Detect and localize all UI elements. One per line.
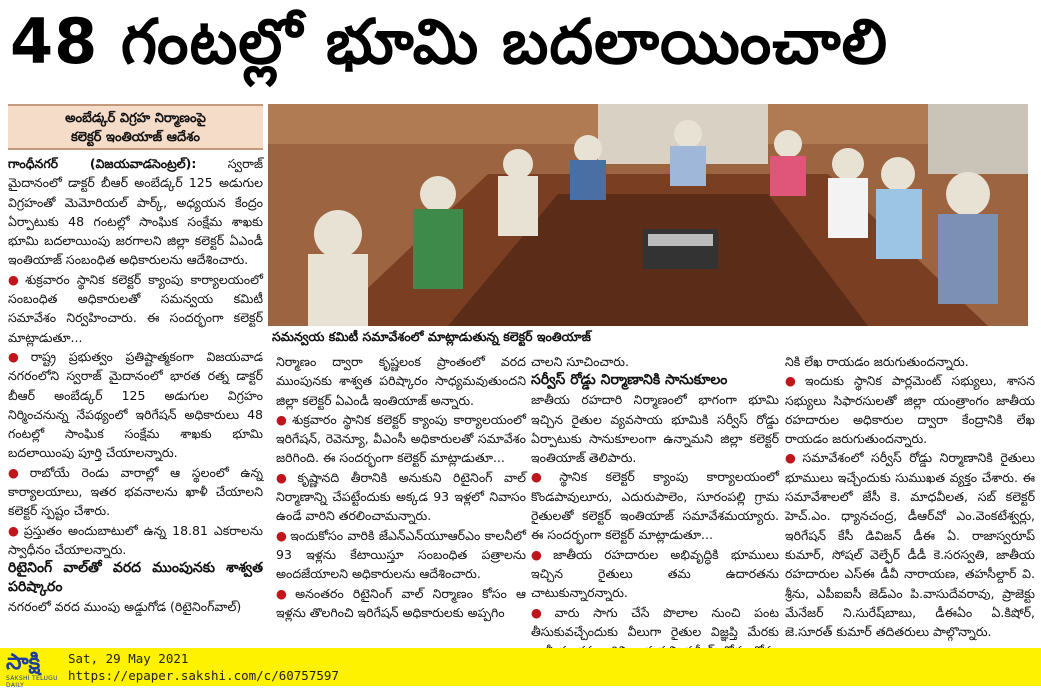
bullet-icon: ● <box>276 585 293 601</box>
meeting-photo-illustration <box>268 104 1028 326</box>
col3-para-2: స్థానిక కలెక్టర్‌ క్యాంపు కార్యాలయంలో కొండపావులూరు, ఎదురుపాలెం, సూరంపల్లి గ్రామ రైతులతో కలెక్టర్‌ ఇంతియాజ్‌ సమావేశమయ్యారు. ఈ సందర్భంగా కలెక్టర్‌ మాట్లాడుతూ... <box>531 469 779 543</box>
footer-bar <box>0 648 1041 689</box>
col2-para-4: ఇందుకోసం వారికి జేఎన్‌ఎన్‌యూఆర్‌ఎం కాలనీలో 93 ఇళ్లను కేటాయిస్తూ సంబంధిత పత్రాలను అందజేయాలని అధికారులను ఆదేశించారు. <box>276 527 526 582</box>
headline: 48 గంటల్లో భూమి బదలాయించాలి <box>10 5 889 78</box>
col1-subhead: రిటైనింగ్‌ వాల్‌తో వరద ముంపునకు శాశ్వత పరిష్కారం <box>8 560 263 596</box>
bullet-icon: ● <box>276 527 288 543</box>
bullet-icon: ● <box>8 348 28 364</box>
epaper-link[interactable]: https://epaper.sakshi.com/c/60757597 <box>68 668 339 683</box>
article-column-1 <box>8 154 263 648</box>
col2-para-5: అనంతరం రిటైనింగ్‌ వాల్‌ నిర్మాణం కోసం ఆ ఇళ్లను తొలగించి ఇరిగేషన్‌ అధికారులకు అప్పగిం <box>276 585 526 620</box>
col2-para-2: శుక్రవారం స్థానిక కలెక్టర్‌ క్యాంపు కార్యాలయంలో ఇరిగేషన్, రెవెన్యూ, వీఎంసీ అధికారులతో సమావేశం జరిగింది. ఈ సందర్భంగా కలెక్టర్‌ మాట్లాడుతూ... <box>276 411 526 466</box>
bullet-icon: ● <box>785 450 800 466</box>
bullet-icon: ● <box>531 546 551 562</box>
sakshi-logo <box>2 650 60 689</box>
bullet-icon: ● <box>8 522 21 538</box>
col1-para-5: ప్రస్తుతం అందుబాటులో ఉన్న 18.81 ఎకరాలను స్వాధీనం చేయాలన్నారు. <box>8 522 263 557</box>
col2-para-3: కృష్ణానది తీరానికి అనుకుని రిటైనింగ్‌ వాల్‌ నిర్మాణాన్ని చేపట్టేందుకు అక్కడ 93 ఇళ్లలో నివాసం ఉండే వారిని తరలించామన్నారు. <box>276 469 526 524</box>
col3-para-3: జాతీయ రహదారుల అభివృద్ధికి భూములు ఇచ్చిన రైతులు తమ ఉదారతను చాటుకున్నారన్నారు. <box>531 546 779 601</box>
col3-para-1: జాతీయ రహదారి నిర్మాణంలో భాగంగా భూమి ఇచ్చిన రైతుల వ్యవసాయ భూమికి సర్వీస్‌ రోడ్డు ఏర్పాటుకు సానుకూలంగా ఉన్నామని జిల్లా కలెక్టర్‌ ఇంతియాజ్‌ తెలిపారు. <box>531 392 779 466</box>
article-column-4 <box>785 352 1035 648</box>
bullet-icon: ● <box>276 469 295 485</box>
col3-para-0: చాలని సూచించారు. <box>531 354 629 369</box>
col4-para-2: సమావేశంలో సర్వీస్‌ రోడ్డు నిర్మాణానికి రైతులు భూములు ఇచ్చేందుకు సుముఖత వ్యక్తం చేశారు. ఈ సమావేశాలలో జేసీ కె. మాధవీలత, సబ్‌ కలెక్టర్‌ హెచ్‌.ఎం. ధ్యానచంద్ర, డీఆర్‌వో ఎం.వెంకటేశ్వర్లు, ఇరిగేషన్‌ కేసీ డివిజన్‌ డీఈ ఏ. రాజాస్వరూప్‌ కుమార్, సోషల్‌ వెల్ఫేర్‌ డీడీ కె.సరస్వతి, జాతీయ రహదారుల ఎస్‌ఈ డీవీ నారాయణ, తహసీల్దార్‌ వి. శ్రీను, ఎపీఐఐసీ జెడ్‌ఎం పి.వాసుదేవరావు, ప్రాజెక్టు మేనేజర్‌ ని.సురేష్‌బాబు, డీఈఏం ఏ.కిషోర్, జె.సూరత్‌ కుమార్‌ తదితరులు పాల్గొన్నారు. <box>785 450 1035 640</box>
publication-date: Sat, 29 May 2021 <box>68 651 189 666</box>
bullet-icon: ● <box>531 604 552 620</box>
logo-subtitle: SAKSHI TELUGU DAILY <box>6 675 58 689</box>
col1-para-6: నగరంలో వరద ముంపు అడ్డుగోడ (రిటైనింగ్‌వాల్‌) <box>8 599 242 615</box>
col4-para-1: ఇందుకు స్థానిక పార్లమెంట్‌ సభ్యులు, శాసన సభ్యులు సిఫారసులతో జిల్లా యంత్రాంగం జాతీయ రహదారుల అధికారుల ద్వారా కేంద్రానికి లేఖ రాయడం జరుగుతుందన్నారు. <box>785 373 1035 447</box>
dateline: గాంధీనగర్‌ (విజయవాడసెంట్రల్‌): <box>8 156 197 171</box>
subdeck <box>8 104 263 150</box>
bullet-icon: ● <box>531 469 557 485</box>
col1-para-3: రాష్ట్ర ప్రభుత్వం ప్రతిష్టాత్మకంగా విజయవాడ నగరంలోని స్వరాజ్‌ మైదానంలో భారత రత్న డాక్టర్‌ బీఆర్‌ అంబేడ్కర్‌ 125 అడుగుల విగ్రహం నిర్మించనున్న నేపథ్యంలో ఇరిగేషన్‌ అధికారులు 48 గంటల్లో సాంఘిక సంక్షేమ శాఖకు భూమి బదలాయింపు పూర్తి చేయాలన్నారు. <box>8 348 263 461</box>
article-column-3 <box>531 352 779 648</box>
article-column-2 <box>276 352 526 648</box>
meeting-photo <box>268 104 1028 326</box>
col1-para-4: రాబోయే రెండు వారాల్లో ఆ స్థలంలో ఉన్న కార్యాలయాలు, ఇతర భవనాలను ఖాళీ చేయాలని కలెక్టర్‌ స్పష్టం చేశారు. <box>8 464 263 519</box>
bullet-icon: ● <box>8 464 27 480</box>
logo-text: సాక్షి <box>6 650 41 675</box>
col2-para-1: నిర్మాణం ద్వారా కృష్ణలంక ప్రాంతంలో వరద ముంపునకు శాశ్వత పరిష్కారం సాధ్యమవుతుందని జిల్లా కలెక్టర్‌ ఏఎండీ ఇంతియాజ్‌ అన్నారు. <box>276 354 526 408</box>
subdeck-line-1: అంబేడ్కర్‌ విగ్రహ నిర్మాణంపై <box>65 111 206 126</box>
bullet-icon: ● <box>8 271 23 287</box>
col4-para-0: నికి లేఖ రాయడం జరుగుతుందన్నారు. <box>785 354 969 369</box>
bullet-icon: ● <box>785 373 803 389</box>
bullet-icon: ● <box>276 411 290 427</box>
col1-para-1: స్వరాజ్‌ మైదానంలో డాక్టర్‌ బీఆర్‌ అంబేడ్కర్‌ 125 అడుగుల విగ్రహంతో మెమోరియల్‌ పార్క్, అధ్యయన కేంద్రం ఏర్పాటుకు 48 గంటల్లో సాంఘిక సంక్షేమ శాఖకు భూమి బదలాయింపు జరగాలని జిల్లా కలెక్టర్‌ ఏఎండీ ఇంతియాజ్‌ సంబంధిత అధికారులను ఆదేశించారు. <box>8 156 263 268</box>
col3-para-4: వారు సాగు చేసే పొలాల నుంచి పంట తీసుకువచ్చేందుకు వీలుగా రైతుల విజ్ఞప్తి మేరకు <box>531 604 779 639</box>
col3-subhead: సర్వీస్‌ రోడ్డు నిర్మాణానికి సానుకూలం <box>531 372 728 389</box>
subdeck-line-2: కలెక్టర్‌ ఇంతియాజ్‌ ఆదేశం <box>71 130 200 145</box>
col1-para-2: శుక్రవారం స్థానిక కలెక్టర్‌ క్యాంపు కార్యాలయంలో సంబంధిత అధికారులతో సమన్వయ కమిటీ సమావేశం నిర్వహించారు. ఈ సందర్భంగా కలెక్టర్‌ మాట్లాడుతూ... <box>8 271 263 345</box>
photo-caption: సమన్వయ కమిటీ సమావేశంలో మాట్లాడుతున్న కలెక్టర్‌ ఇంతియాజ్‌ <box>268 327 1028 347</box>
